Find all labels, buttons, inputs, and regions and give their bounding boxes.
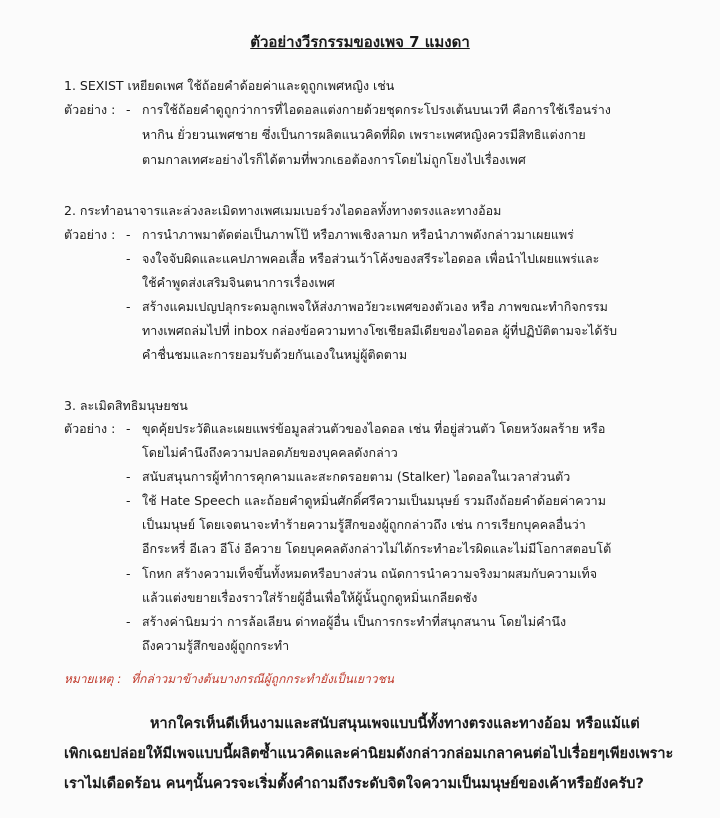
section-1-heading: 1. SEXIST เหยียดเพศ ใช้ถ้อยคำด้อยค่าและดูถูกเพศหญิง เช่น: [64, 78, 395, 93]
section-1-bullet-mark: -: [126, 102, 131, 117]
section-3-bullet-3-line-2: เป็นมนุษย์ โดยเจตนาจะทำร้ายความรู้สึกของผู้ถูกกล่าวถึง เช่น การเรียกบุคคลอื่นว่า: [142, 517, 586, 532]
section-3-example-label: ตัวอย่าง :: [64, 421, 116, 436]
section-3-bullet-5-line-1: สร้างค่านิยมว่า การล้อเลียน ด่าทอผู้อื่น เป็นการกระทำที่สนุกสนาน โดยไม่คำนึง: [142, 614, 567, 629]
section-2-example-label: ตัวอย่าง :: [64, 227, 116, 242]
section-3-bullet-5-mark: -: [126, 614, 131, 629]
closing-line-3: เราไม่เดือดร้อน คนๆนั้นควรจะเริ่มตั้งคำถามถึงระดับจิตใจความเป็นมนุษย์ของเค้าหรือยังครับ?: [64, 776, 644, 792]
section-2-bullet-2-line-1: จงใจจับผิดและแคปภาพคอเสื้อ หรือส่วนเว้าโค้งของสรีระไอดอล เพื่อนำไปเผยแพร่และ: [142, 251, 600, 266]
section-2-bullet-3-mark: -: [126, 299, 131, 314]
section-2-bullet-3-line-1: สร้างแคมเปญปลุกระดมลูกเพจให้ส่งภาพอวัยวะเพศของตัวเอง หรือ ภาพขณะทำกิจกรรม: [142, 299, 608, 314]
note-label: หมายเหตุ :: [64, 672, 122, 686]
section-3-bullet-1-line-2: โดยไม่คำนึงถึงความปลอดภัยของบุคคลดังกล่าว: [142, 445, 398, 460]
section-3-bullet-3-mark: -: [126, 493, 131, 508]
section-2-bullet-2-line-2: ใช้คำพูดส่งเสริมจินตนาการเรื่องเพศ: [142, 275, 335, 290]
section-3-bullet-2-line-1: สนับสนุนการผู้ทำการคุกคามและสะกดรอยตาม (Stalker) ไอดอลในเวลาส่วนตัว: [142, 469, 571, 484]
document-title: ตัวอย่างวีรกรรมของเพจ 7 แมงดา: [250, 33, 470, 51]
note-text: ที่กล่าวมาข้างต้นบางกรณีผู้ถูกกระทำยังเป็นเยาวชน: [131, 672, 394, 686]
closing-line-1: หากใครเห็นดีเห็นงามและสนับสนุนเพจแบบนี้ทั้งทางตรงและทางอ้อม หรือแม้แต่: [150, 716, 640, 732]
section-2-heading: 2. กระทำอนาจารและล่วงละเมิดทางเพศเมมเบอร์วงไอดอลทั้งทางตรงและทางอ้อม: [64, 203, 502, 218]
section-2-bullet-1-line-1: การนำภาพมาตัดต่อเป็นภาพโป๊ หรือภาพเชิงลามก หรือนำภาพดังกล่าวมาเผยแพร่: [142, 227, 574, 242]
section-3-bullet-1-line-1: ขุดคุ้ยประวัติและเผยแพร่ข้อมูลส่วนตัวของไอดอล เช่น ที่อยู่ส่วนตัว โดยหวังผลร้าย หรือ: [142, 421, 606, 436]
section-1-bullet-1-line-2: หากิน ยั่วยวนเพศชาย ซึ่งเป็นการผลิตแนวคิดที่ผิด เพราะเพศหญิงควรมีสิทธิแต่งกาย: [142, 127, 586, 142]
section-2-bullet-2-mark: -: [126, 251, 131, 266]
section-3-bullet-4-line-2: แล้วแต่งขยายเรื่องราวใส่ร้ายผู้อื่นเพื่อให้ผู้นั้นถูกดูหมิ่นเกลียดชัง: [142, 590, 478, 605]
section-1-bullet-1-line-1: การใช้ถ้อยคำดูถูกว่าการที่ไอดอลแต่งกายด้วยชุดกระโปรงเต้นบนเวที คือการใช้เรือนร่าง: [142, 102, 611, 117]
section-3-bullet-5-line-2: ถึงความรู้สึกของผู้ถูกกระทำ: [142, 638, 290, 653]
section-2-bullet-3-line-2: ทางเพศถล่มไปที่ inbox กล่องข้อความทางโซเชียลมีเดียของไอดอล ผู้ที่ปฏิบัติตามจะได้รับ: [142, 323, 618, 338]
section-2-bullet-3-line-3: คำชื่นชมและการยอมรับด้วยกันเองในหมู่ผู้ติดตาม: [142, 347, 408, 362]
section-3-bullet-4-mark: -: [126, 566, 131, 581]
section-2-bullet-1-mark: -: [126, 227, 131, 242]
section-3-bullet-3-line-1: ใช้ Hate Speech และถ้อยคำดูหมิ่นศักดิ์ศรีความเป็นมนุษย์ รวมถึงถ้อยคำด้อยค่าความ: [142, 493, 606, 508]
section-1-bullet-1-line-3: ตามกาลเทศะอย่างไรก็ได้ตามที่พวกเธอต้องการโดยไม่ถูกโยงไปเรื่องเพศ: [142, 152, 526, 167]
section-3-bullet-1-mark: -: [126, 421, 131, 436]
section-1-example-label: ตัวอย่าง :: [64, 102, 116, 117]
section-3-bullet-4-line-1: โกหก สร้างความเท็จขึ้นทั้งหมดหรือบางส่วน ถนัดการนำความจริงมาผสมกับความเท็จ: [142, 566, 598, 581]
closing-line-2: เพิกเฉยปล่อยให้มีเพจแบบนี้ผลิตซ้ำแนวคิดและค่านิยมดังกล่าวกล่อมเกลาคนต่อไปเรื่อยๆเพียงเพราะ: [64, 746, 674, 762]
section-3-bullet-2-mark: -: [126, 469, 131, 484]
section-3-bullet-3-line-3: อีกระหรี่ อีเลว อีโง่ อีควาย โดยบุคคลดังกล่าวไม่ได้กระทำอะไรผิดและไม่มีโอกาสตอบโต้: [142, 541, 612, 556]
section-3-heading: 3. ละเมิดสิทธิมนุษยชน: [64, 398, 188, 413]
note: [64, 670, 394, 689]
